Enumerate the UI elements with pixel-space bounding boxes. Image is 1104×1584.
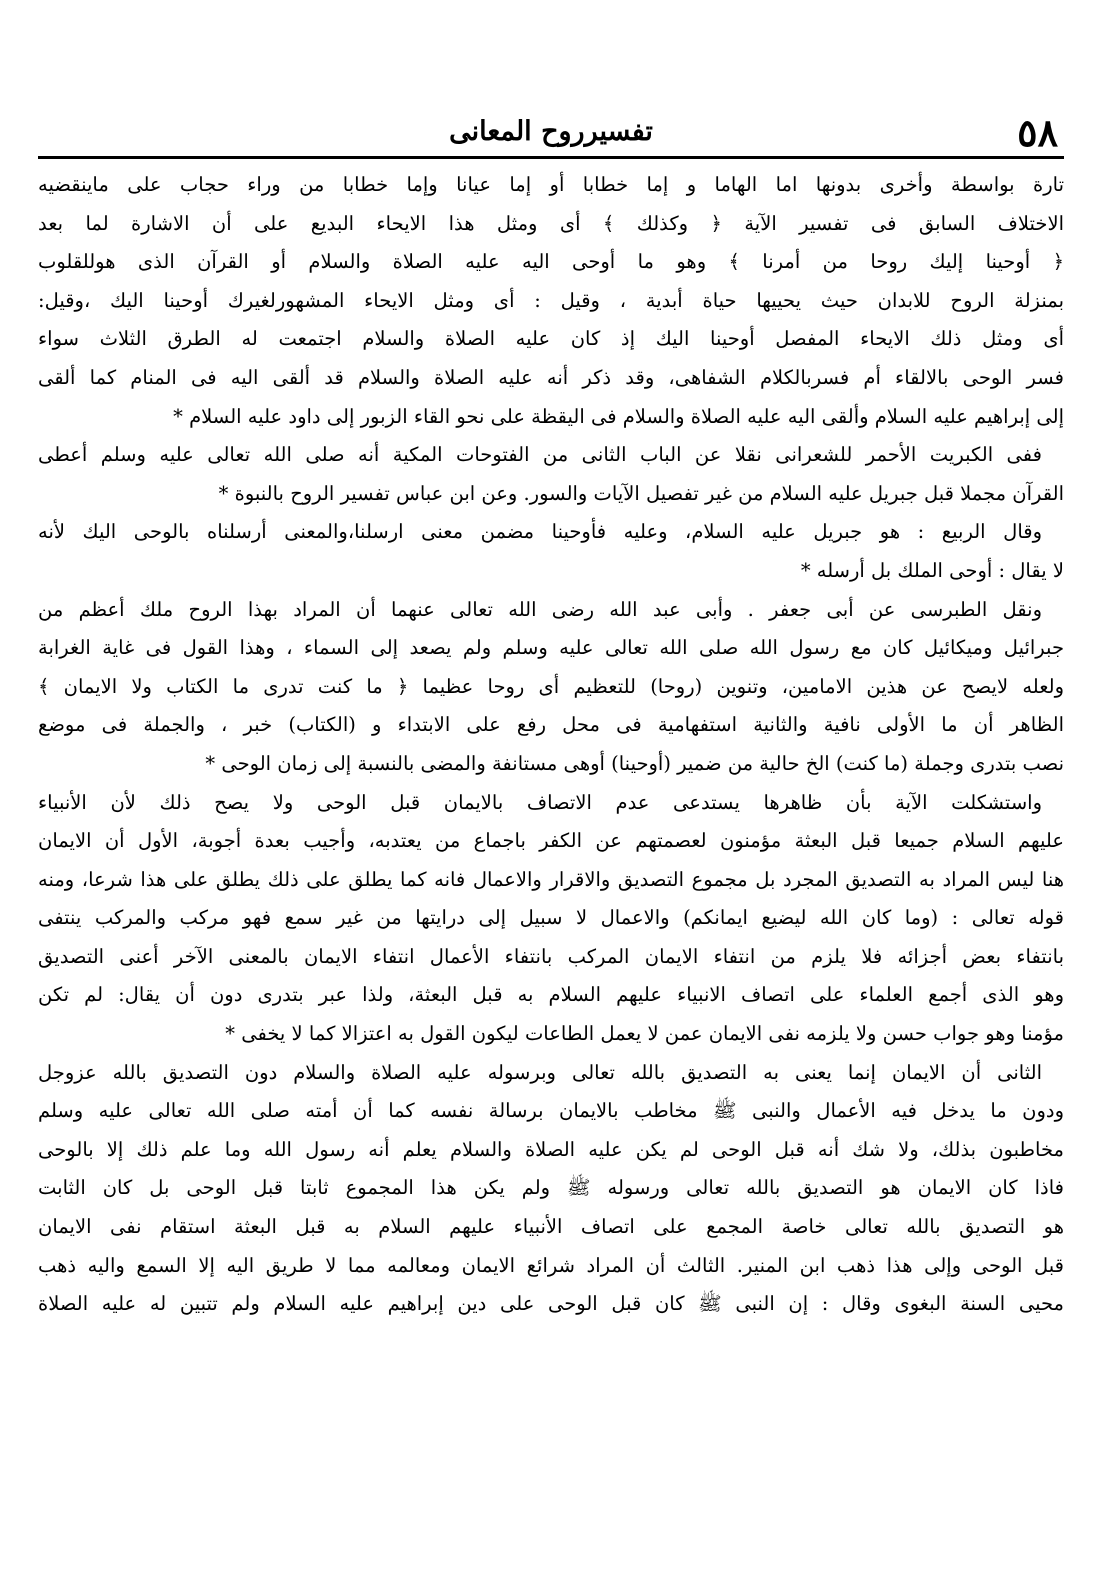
text-line: بانتفاء بعض أجزائه فلا يلزم من انتفاء الايمان المركب بانتفاء الأعمال انتفاء الايمان بالمعنى الآخر أعنى التصديق [38,944,1064,968]
text-line: هنا ليس المراد به التصديق المجرد بل مجموع التصديق والاقرار والاعمال فانه كما يطلق على ذلك يطلق على هذا شرعا، ومنه [38,867,1064,891]
text-line: ونقل الطبرسى عن أبى جعفر . وأبى عبد الله رضى الله تعالى عنهما أن المراد بهذا الروح ملك أعظم من [38,597,1042,621]
text-line: محيى السنة البغوى وقال : إن النبى ﷺ كان قبل الوحى على دين إبراهيم عليه السلام ولم تتبين له عليه الصلاة [38,1292,1064,1316]
text-line: وهو الذى أجمع العلماء على اتصاف الانبياء عليهم السلام به قبل البعثة، ولذا عبر بتدرى دون أن يقال: لم تكن [38,983,1064,1007]
text-line: فاذا كان الايمان هو التصديق بالله تعالى ورسوله ﷺ ولم يكن هذا المجموع ثابتا قبل الوحى بل كان الثابت [38,1176,1064,1200]
text-line: ودون ما يدخل فيه الأعمال والنبى ﷺ مخاطب بالايمان برسالة نفسه كما أن أمته صلى الله تعالى عليه وسلم [38,1099,1064,1123]
text-line: قوله تعالى : (وما كان الله ليضيع ايمانكم) والاعمال لا سبيل إلى درايتها من غير سمع فهو مركب والمركب ينتفى [38,906,1064,930]
page-header [38,100,1064,155]
text-line: مؤمنا وهو جواب حسن ولا يلزمه نفى الايمان عمن لا يعمل الطاعات ليكون القول به اعتزالا كما لا يخفى * [225,1022,1064,1046]
text-line: ولعله لايصح عن هذين الامامين، وتنوين (روحا) للتعظيم أى روحا عظيما ﴿ ما كنت تدرى ما الكتاب ولا الايمان ﴾ [38,674,1064,698]
text-line: ففى الكبريت الأحمر للشعرانى نقلا عن الباب الثانى من الفتوحات المكية أنه صلى الله تعالى عليه وسلم أعطى [38,443,1042,467]
text-line: عليهم السلام جميعا قبل البعثة مؤمنون لعصمتهم عن الكفر باجماع من يعتدبه، وأجيب بعدة أجوبة، الأول أن الايمان [38,829,1064,853]
text-line: نصب بتدرى وجملة (ما كنت) الخ حالية من ضمير (أوحينا) أوهى مستانفة والمضى بالنسبة إلى زمان الوحى * [205,751,1064,775]
text-line: وقال الربيع : هو جبريل عليه السلام، وعليه فأوحينا مضمن معنى ارسلنا،والمعنى أرسلناه بالوحى اليك لأنه [38,520,1042,544]
text-line: واستشكلت الآية بأن ظاهرها يستدعى عدم الاتصاف بالايمان قبل الوحى ولا يصح ذلك لأن الأنبياء [38,790,1042,814]
text-line: الاختلاف السابق فى تفسير الآية ﴿ وكذلك ﴾ أى ومثل هذا الايحاء البديع على أن الاشارة لما بعد [38,211,1064,235]
text-line: القرآن مجملا قبل جبريل عليه السلام من غير تفصيل الآيات والسور. وعن ابن عباس تفسير الروح بالنبوة * [218,481,1064,505]
text-line: جبرائيل وميكائيل كان مع رسول الله صلى الله تعالى عليه وسلم ولم يصعد إلى السماء ، وهذا القول فى غاية الغرابة [38,636,1064,660]
text-line: أى ومثل ذلك الايحاء المفصل أوحينا اليك إذ كان عليه الصلاة والسلام اجتمعت له الطرق الثلاث سواء [38,327,1064,351]
text-line: قبل الوحى وإلى هذا ذهب ابن المنير. الثالث أن المراد شرائع الايمان ومعالمه مما لا طريق اليه إلا السمع واليه ذهب [38,1253,1064,1277]
text-line: لا يقال : أوحى الملك بل أرسله * [800,558,1064,582]
text-line: ﴿ أوحينا إليك روحا من أمرنا ﴾ وهو ما أوحى اليه عليه الصلاة والسلام أو القرآن الذى هوللقلوب [38,250,1064,274]
text-line: إلى إبراهيم عليه السلام وألقى اليه عليه الصلاة والسلام فى اليقظة على نحو القاء الزبور إلى داود عليه السلام * [173,404,1064,428]
text-line: فسر الوحى بالالقاء أم فسربالكلام الشفاهى، وقد ذكر أنه عليه الصلاة والسلام قد ألقى اليه فى المنام كما ألقى [38,365,1064,389]
text-line: تارة بواسطة وأخرى بدونها اما الهاما و إما خطابا أو إما عيانا وإما خطابا من وراء حجاب على ماينقضيه [38,173,1064,196]
running-title: تفسيرروح المعانى [449,116,653,147]
body-text [38,166,1064,1324]
header-rule [38,156,1064,159]
text-line: بمنزلة الروح للابدان حيث يحييها حياة أبدية ، وقيل : أى ومثل الايحاء المشهورلغيرك أوحينا اليك ،وقيل: [38,288,1064,312]
page [38,0,1064,1584]
text-line: مخاطبون بذلك، ولا شك أنه قبل الوحى لم يكن عليه الصلاة والسلام يعلم أنه رسول الله وما علم ذلك إلا بالوحى [38,1137,1064,1161]
text-line: هو التصديق بالله تعالى خاصة المجمع على اتصاف الأنبياء عليهم السلام به قبل البعثة استقام نفى الايمان [38,1215,1064,1239]
text-line: الثانى أن الايمان إنما يعنى به التصديق بالله تعالى وبرسوله عليه الصلاة والسلام دون التصديق بالله عزوجل [38,1060,1042,1084]
text-line: الظاهر أن ما الأولى نافية والثانية استفهامية فى محل رفع على الابتداء و (الكتاب) خبر ، والجملة فى موضع [38,713,1064,737]
page-number: ٥٨ [1017,110,1058,155]
